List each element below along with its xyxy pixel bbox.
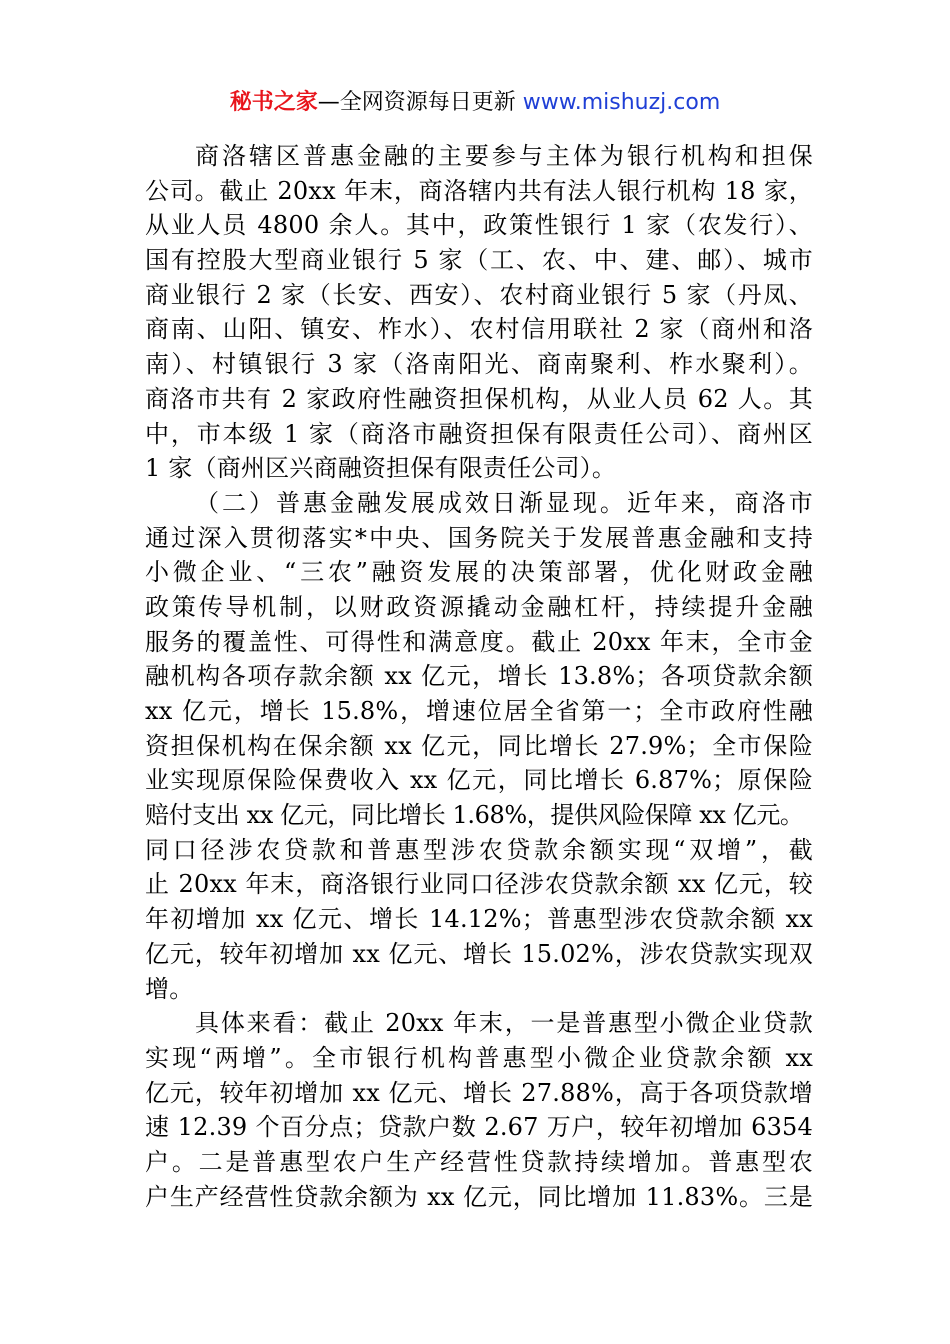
text-line: 同口径涉农贷款和普惠型涉农贷款余额实现“双增”，截 <box>145 835 813 864</box>
text-line: 中，市本级 1 家（商洛市融资担保有限责任公司）、商州区 <box>145 419 813 448</box>
page-header <box>0 86 950 120</box>
text-line: 具体来看：截止 20xx 年末，一是普惠型小微企业贷款 <box>195 1009 813 1038</box>
text-line: 南）、村镇银行 3 家（洛南阳光、商南聚利、柞水聚利）。 <box>145 350 813 379</box>
text-line: 年初增加 xx 亿元、增长 14.12%；普惠型涉农贷款余额 xx <box>145 905 813 934</box>
text-line: 融机构各项存款余额 xx 亿元，增长 13.8%；各项贷款余额 <box>145 662 813 691</box>
text-line: 业实现原保险保费收入 xx 亿元，同比增长 6.87%；原保险 <box>145 766 813 795</box>
text-line: 增。 <box>145 974 194 1003</box>
text-line: 商洛市共有 2 家政府性融资担保机构，从业人员 62 人。其 <box>145 384 813 413</box>
text-line: 亿元，较年初增加 xx 亿元、增长 27.88%，高于各项贷款增 <box>145 1078 813 1107</box>
text-line: 商业银行 2 家（长安、西安）、农村商业银行 5 家（丹凤、 <box>145 280 813 309</box>
text-line: 止 20xx 年末，商洛银行业同口径涉农贷款余额 xx 亿元，较 <box>145 870 813 899</box>
site-tagline: —全网资源每日更新 <box>317 90 523 115</box>
text-line: 实现“两增”。全市银行机构普惠型小微企业贷款余额 xx <box>145 1043 813 1072</box>
text-line: 政策传导机制，以财政资源撬动金融杠杆，持续提升金融 <box>145 592 813 621</box>
text-line: 赔付支出 xx 亿元，同比增长 1.68%，提供风险保障 xx 亿元。 <box>145 801 804 830</box>
text-line: 从业人员 4800 余人。其中，政策性银行 1 家（农发行）、 <box>145 211 813 240</box>
text-line: 资担保机构在保余额 xx 亿元，同比增长 27.9%；全市保险 <box>145 731 813 760</box>
section-heading-line: （二）普惠金融发展成效日渐显现。近年来，商洛市 <box>195 488 813 517</box>
text-line: 通过深入贯彻落实*中央、国务院关于发展普惠金融和支持 <box>145 523 813 552</box>
text-line: 户。二是普惠型农户生产经营性贷款持续增加。普惠型农 <box>145 1147 813 1176</box>
text-line: 小微企业、“三农”融资发展的决策部署，优化财政金融 <box>145 558 813 587</box>
text-line: 国有控股大型商业银行 5 家（工、农、中、建、邮）、城市 <box>145 246 813 275</box>
text-line: 亿元，较年初增加 xx 亿元、增长 15.02%，涉农贷款实现双 <box>145 939 813 968</box>
text-line: xx 亿元，增长 15.8%，增速位居全省第一；全市政府性融 <box>145 697 813 725</box>
text-line: 1 家（商州区兴商融资担保有限责任公司）。 <box>145 454 617 483</box>
text-line: 服务的覆盖性、可得性和满意度。截止 20xx 年末，全市金 <box>145 627 813 656</box>
site-url[interactable]: www.mishuzj.com <box>522 90 721 115</box>
site-brand: 秘书之家 <box>229 90 318 115</box>
document-body <box>145 139 813 1214</box>
text-line: 商洛辖区普惠金融的主要参与主体为银行机构和担保 <box>195 142 813 170</box>
text-line: 速 12.39 个百分点；贷款户数 2.67 万户，较年初增加 6354 <box>145 1113 813 1142</box>
text-line: 商南、山阳、镇安、柞水）、农村信用联社 2 家（商州和洛 <box>145 315 813 344</box>
text-line: 户生产经营性贷款余额为 xx 亿元，同比增加 11.83%。三是 <box>145 1182 813 1211</box>
text-line: 公司。截止 20xx 年末，商洛辖内共有法人银行机构 18 家， <box>145 176 813 205</box>
